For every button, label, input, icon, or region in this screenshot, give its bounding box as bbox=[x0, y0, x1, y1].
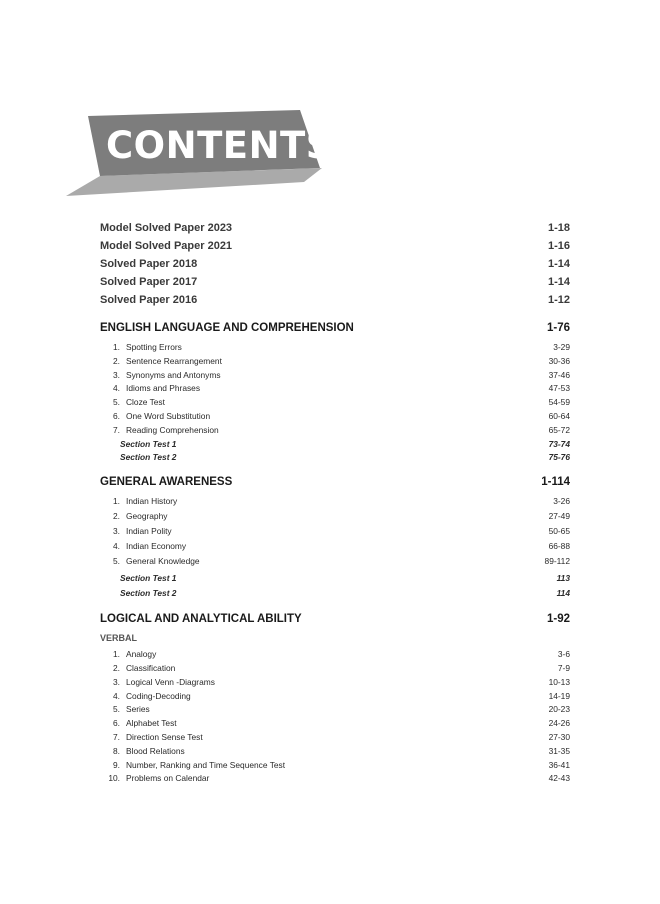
chapter-pages: 89-112 bbox=[544, 556, 570, 567]
section-heading[interactable] bbox=[100, 322, 570, 342]
toc-row[interactable] bbox=[100, 294, 570, 312]
chapter-pages: 10-13 bbox=[548, 676, 570, 687]
chapter-row[interactable] bbox=[100, 663, 570, 677]
chapter-label: Sentence Rearrangement bbox=[126, 355, 222, 366]
chapter-number: 7. bbox=[113, 424, 120, 435]
section-test-pages: 75-76 bbox=[548, 452, 570, 463]
chapter-number: 9. bbox=[113, 759, 120, 770]
chapter-row[interactable] bbox=[100, 526, 570, 541]
chapter-pages: 54-59 bbox=[548, 397, 570, 408]
chapter-pages: 27-30 bbox=[548, 731, 570, 742]
section-title: LOGICAL AND ANALYTICAL ABILITY bbox=[100, 613, 302, 626]
toc-row-pages: 1-16 bbox=[547, 240, 570, 252]
chapter-row[interactable] bbox=[100, 541, 570, 556]
chapter-label: Alphabet Test bbox=[126, 718, 177, 729]
toc-row-label: Solved Paper 2018 bbox=[100, 258, 198, 270]
section-heading[interactable] bbox=[100, 476, 570, 496]
chapter-pages: 37-46 bbox=[548, 369, 570, 380]
chapter-row[interactable] bbox=[100, 342, 570, 356]
toc-row-pages: 1-14 bbox=[547, 276, 570, 288]
section-test-label: Section Test 2 bbox=[120, 452, 177, 463]
chapter-label: Synonyms and Antonyms bbox=[126, 369, 221, 380]
section-test-row[interactable] bbox=[100, 588, 570, 603]
chapter-pages: 47-53 bbox=[548, 383, 570, 394]
chapter-number: 2. bbox=[113, 355, 120, 366]
chapter-number: 6. bbox=[113, 410, 120, 421]
chapter-pages: 27-49 bbox=[548, 511, 570, 522]
chapter-label: General Knowledge bbox=[126, 556, 200, 567]
chapter-row[interactable] bbox=[100, 773, 570, 787]
chapter-label: Idioms and Phrases bbox=[126, 383, 201, 394]
section-test-pages: 113 bbox=[556, 573, 570, 584]
chapter-row[interactable] bbox=[100, 496, 570, 511]
chapter-pages: 60-64 bbox=[548, 410, 570, 421]
section-logical-ability bbox=[100, 613, 570, 787]
chapter-pages: 3-26 bbox=[553, 496, 570, 507]
section-test-row[interactable] bbox=[100, 452, 570, 466]
section-title: ENGLISH LANGUAGE AND COMPREHENSION bbox=[100, 322, 354, 334]
chapter-row[interactable] bbox=[100, 746, 570, 760]
chapter-label: Indian Polity bbox=[126, 526, 172, 537]
page-title: CONTENTS bbox=[106, 124, 333, 167]
chapter-row[interactable] bbox=[100, 397, 570, 411]
chapter-row[interactable] bbox=[100, 704, 570, 718]
section-english bbox=[100, 322, 570, 466]
chapter-row[interactable] bbox=[100, 649, 570, 663]
chapter-row[interactable] bbox=[100, 511, 570, 526]
chapter-number: 5. bbox=[113, 704, 120, 715]
chapter-label: Problems on Calendar bbox=[126, 773, 210, 784]
chapter-number: 10. bbox=[108, 773, 120, 784]
chapter-pages: 24-26 bbox=[548, 718, 570, 729]
chapter-row[interactable] bbox=[100, 677, 570, 691]
section-test-pages: 114 bbox=[556, 588, 570, 599]
chapter-row[interactable] bbox=[100, 732, 570, 746]
toc-row-label: Model Solved Paper 2021 bbox=[100, 240, 233, 252]
chapter-pages: 7-9 bbox=[557, 662, 570, 673]
chapter-label: Spotting Errors bbox=[126, 342, 182, 352]
chapter-row[interactable] bbox=[100, 411, 570, 425]
chapter-row[interactable] bbox=[100, 425, 570, 439]
chapter-label: Classification bbox=[126, 662, 176, 673]
section-test-row[interactable] bbox=[100, 573, 570, 588]
chapter-label: Reading Comprehension bbox=[126, 424, 219, 435]
chapter-number: 1. bbox=[113, 342, 120, 352]
chapter-number: 1. bbox=[113, 649, 120, 660]
section-test-label: Section Test 1 bbox=[120, 438, 177, 449]
chapter-pages: 36-41 bbox=[548, 759, 570, 770]
chapter-number: 4. bbox=[113, 541, 120, 552]
chapter-label: Logical Venn -Diagrams bbox=[126, 676, 215, 687]
chapter-pages: 65-72 bbox=[548, 424, 570, 435]
section-pages: 1-92 bbox=[546, 613, 570, 626]
section-heading[interactable] bbox=[100, 613, 570, 633]
chapter-row[interactable] bbox=[100, 356, 570, 370]
toc-row-label: Solved Paper 2017 bbox=[100, 276, 198, 288]
chapter-row[interactable] bbox=[100, 718, 570, 732]
chapter-number: 7. bbox=[113, 731, 120, 742]
section-test-label: Section Test 2 bbox=[120, 588, 177, 599]
chapter-row[interactable] bbox=[100, 370, 570, 384]
toc-row[interactable] bbox=[100, 276, 570, 294]
chapter-label: Number, Ranking and Time Sequence Test bbox=[126, 759, 286, 770]
chapter-label: Indian Economy bbox=[126, 541, 187, 552]
toc-row-label: Model Solved Paper 2023 bbox=[100, 222, 233, 234]
chapter-pages: 3-6 bbox=[557, 649, 570, 660]
toc-row[interactable] bbox=[100, 222, 570, 240]
chapter-number: 6. bbox=[113, 718, 120, 729]
toc-row-label: Solved Paper 2016 bbox=[100, 294, 198, 306]
chapter-label: Direction Sense Test bbox=[126, 731, 203, 742]
chapter-label: Analogy bbox=[126, 649, 157, 660]
table-of-contents bbox=[100, 222, 570, 787]
chapter-label: Series bbox=[126, 704, 150, 715]
chapter-pages: 30-36 bbox=[548, 355, 570, 366]
chapter-number: 4. bbox=[113, 690, 120, 701]
section-title: GENERAL AWARENESS bbox=[100, 476, 233, 489]
chapter-number: 3. bbox=[113, 369, 120, 380]
section-test-label: Section Test 1 bbox=[120, 573, 177, 584]
toc-row-pages: 1-12 bbox=[547, 294, 570, 306]
subsection-title: VERBAL bbox=[100, 633, 138, 644]
chapter-label: Cloze Test bbox=[126, 397, 165, 408]
chapter-row[interactable] bbox=[100, 383, 570, 397]
papers-list bbox=[100, 222, 570, 312]
toc-row-pages: 1-14 bbox=[547, 258, 570, 270]
chapter-number: 1. bbox=[113, 496, 120, 507]
chapter-number: 4. bbox=[113, 383, 120, 394]
section-test-pages: 73-74 bbox=[548, 438, 570, 449]
toc-row-pages: 1-18 bbox=[547, 222, 570, 234]
chapter-label: Blood Relations bbox=[126, 745, 185, 756]
chapter-pages: 20-23 bbox=[548, 704, 570, 715]
chapter-number: 8. bbox=[113, 745, 120, 756]
chapter-number: 3. bbox=[113, 676, 120, 687]
chapter-number: 5. bbox=[113, 397, 120, 408]
toc-row[interactable] bbox=[100, 240, 570, 258]
chapter-label: One Word Substitution bbox=[126, 410, 211, 421]
chapter-row[interactable] bbox=[100, 691, 570, 705]
chapter-number: 3. bbox=[113, 526, 120, 537]
chapter-pages: 66-88 bbox=[548, 541, 570, 552]
chapter-pages: 50-65 bbox=[548, 526, 570, 537]
toc-row[interactable] bbox=[100, 258, 570, 276]
chapter-number: 2. bbox=[113, 662, 120, 673]
section-test-row[interactable] bbox=[100, 439, 570, 453]
chapter-label: Geography bbox=[126, 511, 168, 522]
chapter-pages: 31-35 bbox=[548, 745, 570, 756]
section-pages: 1-114 bbox=[541, 476, 570, 489]
chapter-label: Indian History bbox=[126, 496, 178, 507]
chapter-label: Coding-Decoding bbox=[126, 690, 191, 701]
chapter-row[interactable] bbox=[100, 556, 570, 571]
chapter-row[interactable] bbox=[100, 760, 570, 774]
chapter-pages: 42-43 bbox=[548, 773, 570, 784]
chapter-number: 2. bbox=[113, 511, 120, 522]
section-general-awareness bbox=[100, 476, 570, 603]
section-pages: 1-76 bbox=[546, 322, 570, 334]
chapter-number: 5. bbox=[113, 556, 120, 567]
chapter-pages: 3-29 bbox=[553, 342, 570, 352]
chapter-pages: 14-19 bbox=[548, 690, 570, 701]
